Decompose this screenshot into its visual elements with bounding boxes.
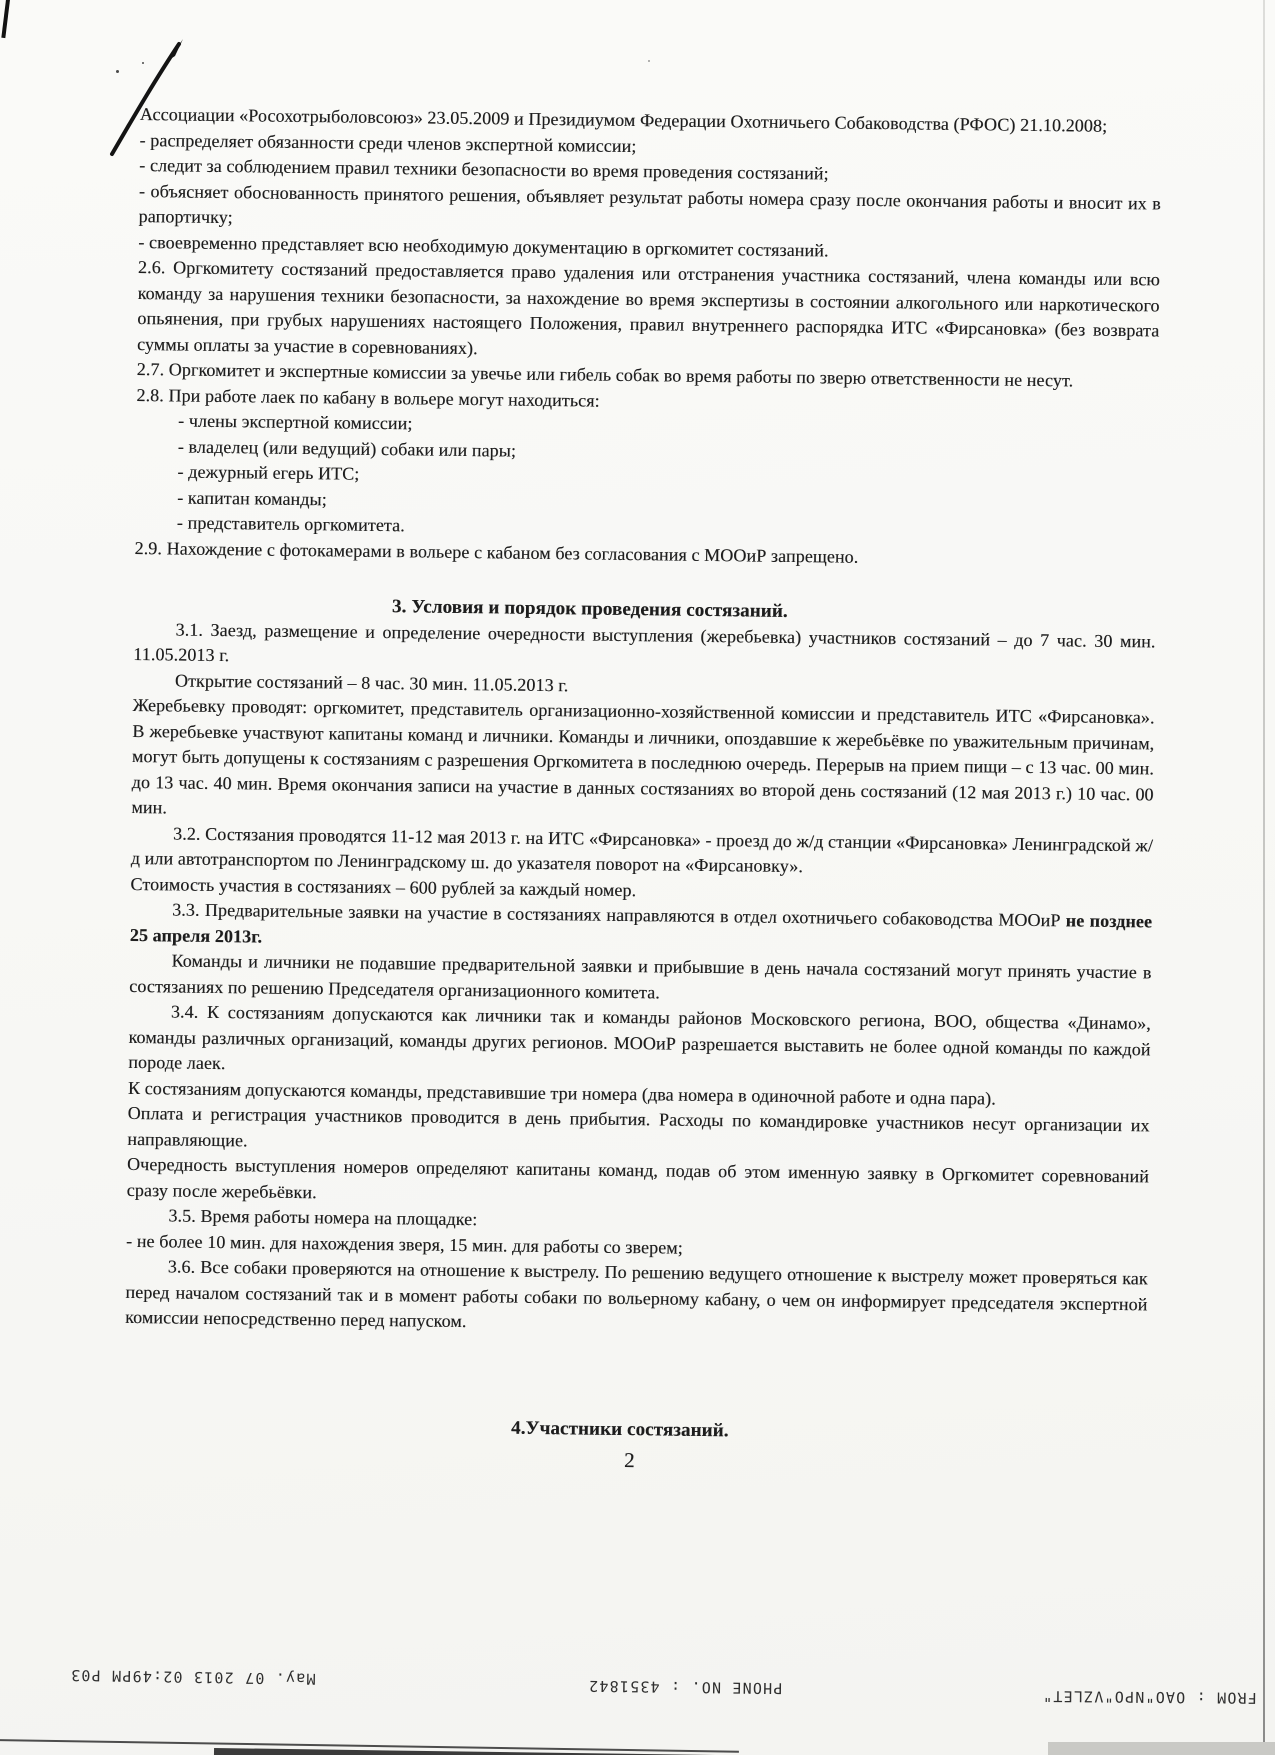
paragraph: 3.3. Предварительные заявки на участие в состязаниях направляются в отдел охотничьего собаководства МООиР не позднее 25 апреля 2013г. (129, 899, 1153, 947)
paragraph: - объясняет обоснованность принятого решения, объявляет результат работы номера сразу после окончания работы и вносит их в рапортичку; (138, 180, 1161, 228)
scan-speck (648, 60, 650, 62)
scan-edge-bottom-right (1048, 1742, 1275, 1755)
paragraph: К состязаниям допускаются команды, представившие три номера (два номера в одиночной работе и одна пара). (127, 1077, 996, 1109)
list-item: - владелец (или ведущий) собаки или пары; (177, 435, 517, 461)
list-item: - капитан команды; (177, 486, 327, 509)
paragraph: 3.6. Все собаки проверяются на отношение к выстрелу. По решению ведущего отношение к выстрелу может проверяться как перед началом состязаний так и в момент работы собаки по вольерному кабану, о чем он информирует председателя экспертной комиссии непосредственно перед напуском. (125, 1256, 1148, 1332)
paragraph: 2.6. Оргкомитету состязаний предоставляется право удаления или отстранения участника состязаний, члена команды или всю команду за нарушения техники безопасности, за нахождение во время экспертизы в состоянии алкогольного или наркотического опьянения, при грубых нарушениях настоящего Положения, правил внутреннего распорядка ИТС «Фирсановка» (без возврата суммы оплаты за участие в соревнованиях). (136, 256, 1161, 358)
section-3-heading: 3. Условия и порядок проведения состязаний. (391, 596, 788, 622)
paragraph: Открытие состязаний – 8 час. 30 мин. 11.05.2013 г. (174, 669, 569, 695)
page-number: 2 (623, 1448, 635, 1473)
document-text-block (123, 102, 1162, 1480)
scan-edge-right (1263, 0, 1265, 1755)
list-item: - члены экспертной комиссии; (177, 410, 413, 434)
list-item: - представитель оргкомитета. (176, 512, 405, 536)
paragraph: Ассоциации «Росохотрыболовсоюз» 23.05.2009 и Президиумом Федерации Охотничьего Собаководства (РФОС) 21.10.2008; (139, 103, 1108, 136)
paragraph: - не более 10 мин. для нахождения зверя, 15 мин. для работы со зверем; (125, 1230, 683, 1258)
paragraph: 3.2. Состязания проводятся 11-12 мая 2013 г. на ИТС «Фирсановка» - проезд до ж/д станции «Фирсановка» Ленинградской ж/д или автотранспортом по Ленинградскому ш. до указателя поворот на «Фирсановку». (130, 822, 1154, 877)
section-4-heading: 4.Участники состязаний. (510, 1417, 729, 1441)
fax-phone-number: PHONE NO. : 4351842 (587, 1676, 783, 1698)
paragraph: Жеребьевку проводят: оргкомитет, представитель организационно-хозяйственной комиссии и представитель ИТС «Фирсановка». В жеребьевке участвуют капитаны команд и личники. Команды и личники, опоздавшие к жеребьёвке по уважительным причинам, могут быть допущены к состязаниям с разрешения Оргкомитета в последнюю очередь. Перерыв на прием пищи – с 13 час. 00 мин. до 13 час. 40 мин. Время окончания записи на участие в данных состязаниях во второй день состязаний (12 мая 2013 г.) 10 час. 00 мин. (131, 694, 1155, 818)
fax-sender: FROM : OAO"NPO"VZLET" (1041, 1687, 1257, 1707)
paragraph: 3.4. К состязаниям допускаются как личники так и команды районов Московского региона, ВОО, общества «Динамо», команды различных организаций, команды других регионов. МООиР разрешается выставить не более одной команды по каждой породе лаек. (128, 1001, 1151, 1074)
paragraph: - распределяет обязанности среди членов экспертной комиссии; (139, 129, 637, 156)
paragraph: Команды и личники не подавшие предварительной заявки и прибывшие в день начала состязаний могут принять участие в состязаниях по решению Председателя организационного комитета. (129, 950, 1152, 1002)
paragraph: Очередность выступления номеров определяют капитаны команд, подав об этом именную заявку в Оргкомитет соревнований сразу после жеребьёвки. (126, 1153, 1150, 1202)
paragraph: - следит за соблюдением правил техники безопасности во время проведения состязаний; (139, 154, 829, 184)
paragraph: - своевременно представляет всю необходимую документацию в оргкомитет состязаний. (138, 231, 829, 260)
list-item: - дежурный егерь ИТС; (177, 461, 360, 484)
paragraph: 2.9. Нахождение с фотокамерами в вольере с кабаном без согласования с МООиР запрещено. (134, 537, 859, 567)
paragraph: 2.7. Оргкомитет и экспертные комиссии за увечье или гибель собак во время работы по зверю ответственности не несут. (136, 358, 1074, 391)
paragraph: 3.5. Время работы номера на площадке: (168, 1205, 478, 1230)
paragraph: Оплата и регистрация участников проводится в день прибытия. Расходы по командировке участников несут организации их направляющие. (127, 1102, 1150, 1150)
fax-timestamp: May. 07 2013 02:49PM P03 (69, 1666, 316, 1688)
paragraph: Стоимость участия в состязаниях – 600 рублей за каждый номер. (130, 873, 637, 900)
scan-artifact-corner (1, 0, 10, 38)
paragraph: 2.8. При работе лаек по кабану в вольере могут находиться: (136, 384, 600, 411)
scan-speck (116, 70, 119, 73)
paragraph: 3.1. Заезд, размещение и определение очередности выступления (жеребьевка) участников состязаний – до 7 час. 30 мин. 11.05.2013 г. (133, 618, 1156, 666)
scan-speck (142, 62, 144, 64)
